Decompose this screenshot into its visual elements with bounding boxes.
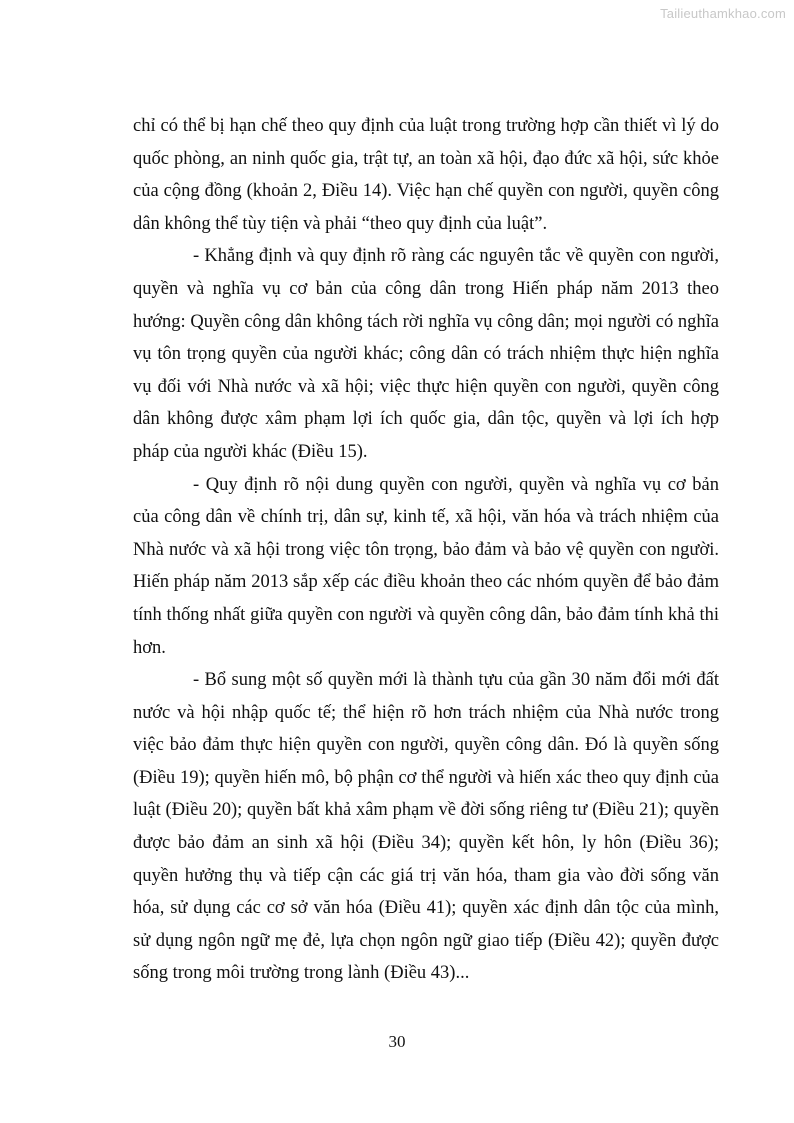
paragraph-continuation: chỉ có thể bị hạn chế theo quy định của luật trong trường hợp cần thiết vì lý do quốc phòng, an ninh quốc gia, trật tự, an toàn xã hội, đạo đức xã hội, sức khỏe của cộng đồng (khoản 2, Điều 14). Việc hạn chế quyền con người, quyền công dân không thể tùy tiện và phải “theo quy định của luật”. [133, 116, 719, 234]
page-number: 30 [388, 1032, 406, 1051]
paragraph-content-rights: - Quy định rõ nội dung quyền con người, quyền và nghĩa vụ cơ bản của công dân về chính trị, dân sự, kinh tế, xã hội, văn hóa và trách nhiệm của Nhà nước và xã hội trong việc tôn trọng, bảo đảm và bảo vệ quyền con người. Hiến pháp năm 2013 sắp xếp các điều khoản theo các nhóm quyền để bảo đảm tính thống nhất giữa quyền con người và quyền công dân, bảo đảm tính khả thi hơn. [133, 474, 719, 658]
document-body [133, 110, 719, 990]
paragraph-new-rights: - Bổ sung một số quyền mới là thành tựu của gần 30 năm đổi mới đất nước và hội nhập quốc tế; thể hiện rõ hơn trách nhiệm của Nhà nước trong việc bảo đảm thực hiện quyền con người, quyền công dân. Đó là quyền sống (Điều 19); quyền hiến mô, bộ phận cơ thể người và hiến xác theo quy định của luật (Điều 20); quyền bất khả xâm phạm về đời sống riêng tư (Điều 21); quyền được bảo đảm an sinh xã hội (Điều 34); quyền kết hôn, ly hôn (Điều 36); quyền hưởng thụ và tiếp cận các giá trị văn hóa, tham gia vào đời sống văn hóa, sử dụng các cơ sở văn hóa (Điều 41); quyền xác định dân tộc của mình, sử dụng ngôn ngữ mẹ đẻ, lựa chọn ngôn ngữ giao tiếp (Điều 42); quyền được sống trong môi trường trong lành (Điều 43)... [133, 670, 719, 984]
paragraph-principles: - Khẳng định và quy định rõ ràng các nguyên tắc về quyền con người, quyền và nghĩa vụ cơ bản của công dân trong Hiến pháp năm 2013 theo hướng: Quyền công dân không tách rời nghĩa vụ công dân; mọi người có nghĩa vụ tôn trọng quyền của người khác; công dân có trách nhiệm thực hiện nghĩa vụ đối với Nhà nước và xã hội; việc thực hiện quyền con người, quyền công dân không được xâm phạm lợi ích quốc gia, dân tộc, quyền và lợi ích hợp pháp của người khác (Điều 15). [133, 246, 719, 462]
watermark-text: Tailieuthamkhao.com [660, 6, 786, 21]
